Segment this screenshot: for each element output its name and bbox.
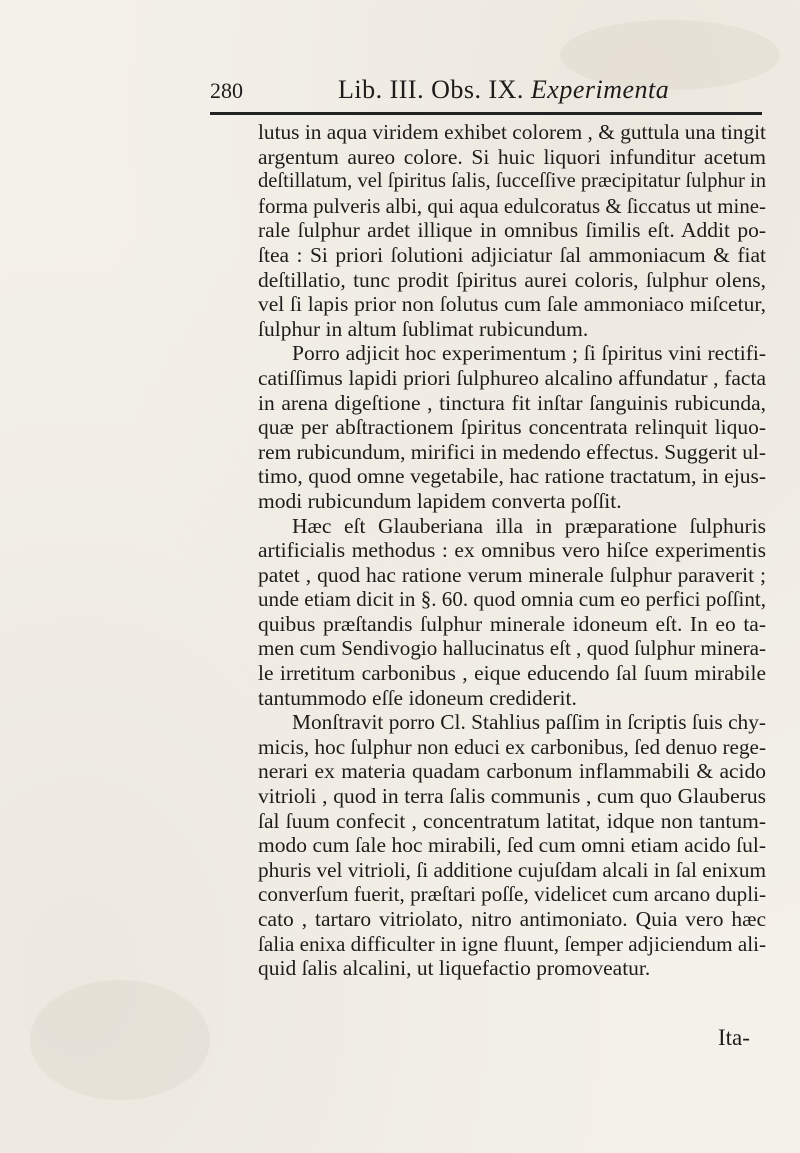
running-head <box>210 75 770 114</box>
text-line: converſum fuerit, præſtari poſſe, videlicet cum arcano dupli- <box>258 882 766 907</box>
text-line: lutus in aqua viridem exhibet colorem , & guttula una tingit <box>258 120 766 144</box>
text-line: Porro adjicit hoc experimentum ; ſi ſpiritus vini rectifi- <box>292 341 766 366</box>
running-title-roman: Lib. III. Obs. IX. <box>338 75 524 104</box>
page-number: 280 <box>210 78 243 103</box>
text-line: deſtillatio, tunc prodit ſpiritus aurei coloris, ſulphur olens, <box>258 267 766 292</box>
paper-stain <box>30 980 210 1100</box>
text-line: rem rubicundum, mirifici in medendo effectus. Suggerit ul- <box>258 439 766 464</box>
text-line: catiſſimus lapidi priori ſulphureo alcalino affundatur , facta <box>258 365 766 390</box>
text-line: patet , quod hac ratione verum minerale ſulphur paraverit ; <box>258 562 766 587</box>
text-line: vitrioli , quod in terra ſalis communis , cum quo Glauberus <box>258 784 766 809</box>
text-line: ſal ſuum confecit , concentratum latitat, idque non tantum- <box>258 808 766 833</box>
text-line: Monſtravit porro Cl. Stahlius paſſim in ſcriptis ſuis chy- <box>292 710 767 735</box>
text-line: in arena digeſtione , tinctura fit inſtar ſanguinis rubicunda, <box>258 390 766 415</box>
text-line: ſulphur in altum ſublimat rubicundum. <box>258 316 589 341</box>
catchword: Ita- <box>718 1025 750 1050</box>
text-line: micis, hoc ſulphur non educi ex carbonibus, ſed denuo rege- <box>258 734 766 759</box>
text-line: deſtillatum, vel ſpiritus ſalis, ſucceſſive præcipitatur ſulphur in <box>258 170 767 193</box>
text-line: ſalia enixa difficulter in igne fluunt, ſemper adjiciendum ali- <box>258 931 766 956</box>
running-title <box>338 75 669 105</box>
text-line: forma pulveris albi, qui aqua edulcoratus & ſiccatus ut mine- <box>258 193 766 218</box>
text-line: unde etiam dicit in §. 60. quod omnia cum eo perfici poſſint, <box>258 587 766 612</box>
text-line: modo cum ſale hoc mirabili, ſed cum omni etiam acido ſul- <box>258 833 766 858</box>
text-line: quid ſalis alcalini, ut liquefactio promoveatur. <box>258 956 651 981</box>
text-line: le irretitum carbonibus , eique educendo ſal ſuum mirabile <box>258 661 766 686</box>
text-line: nerari ex materia quadam carbonum inflammabili & acido <box>258 759 766 784</box>
header-rule <box>210 112 762 115</box>
text-line: argentum aureo colore. Si huic liquori infunditur acetum <box>258 144 766 169</box>
text-line: artificialis methodus : ex omnibus vero hiſce experimentis <box>258 538 766 563</box>
running-title-italic: Experimenta <box>530 75 670 104</box>
text-line: ſtea : Si priori ſolutioni adjiciatur ſal ammoniacum & fiat <box>258 242 766 267</box>
text-line: quæ per abſtractionem ſpiritus concentrata relinquit liquo- <box>258 415 766 440</box>
text-line: phuris vel vitrioli, ſi additione cujuſdam alcali in ſal enixum <box>258 857 766 882</box>
text-line: Hæc eſt Glauberiana illa in præparatione ſulphuris <box>292 513 766 538</box>
text-line: quibus præſtandis ſulphur minerale idoneum eſt. In eo ta- <box>258 611 766 636</box>
text-line: modi rubicundum lapidem converta poſſit. <box>258 488 622 513</box>
text-line: tantummodo eſſe idoneum crediderit. <box>258 685 577 710</box>
text-line: cato , tartaro vitriolato, nitro antimoniato. Quia vero hæc <box>258 907 766 931</box>
body-text <box>258 120 766 981</box>
text-line: rale ſulphur ardet illique in omnibus ſimilis eſt. Addit po- <box>258 218 766 243</box>
text-line: vel ſi lapis prior non ſolutus cum ſale ammoniaco miſcetur, <box>258 292 766 317</box>
text-line: men cum Sendivogio hallucinatus eſt , quod ſulphur minera- <box>258 636 766 661</box>
text-line: timo, quod omne vegetabile, hac ratione tractatum, in ejus- <box>258 464 766 489</box>
